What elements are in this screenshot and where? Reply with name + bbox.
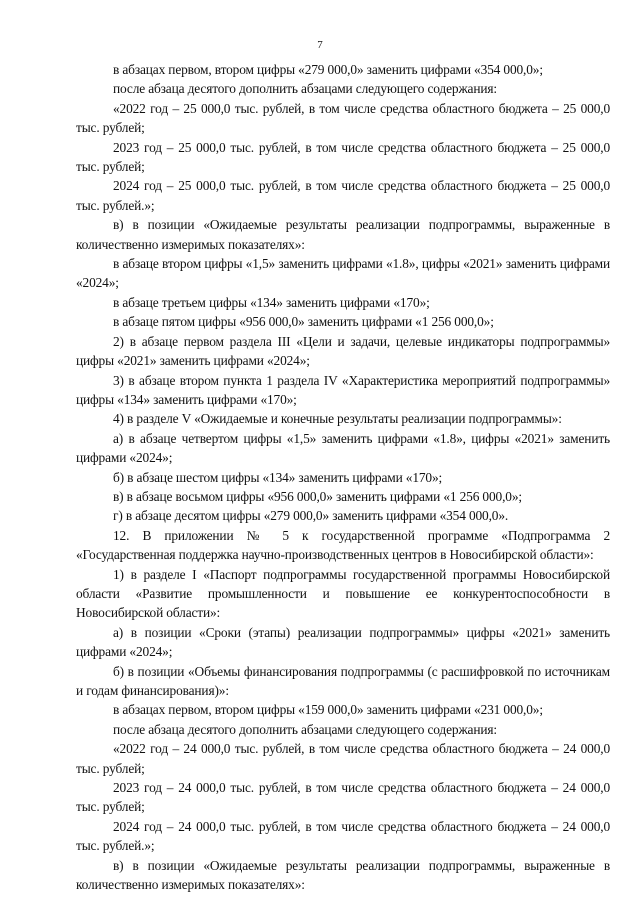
paragraph: г) в абзаце десятом цифры «279 000,0» заменить цифрами «354 000,0». [113,508,509,524]
paragraph: б) в абзаце шестом цифры «134» заменить цифрами «170»; [113,469,443,485]
paragraph: в) в позиции «Ожидаемые результаты реализации подпрограммы, выраженные в количественно измеримых показателях»: [76,217,610,252]
paragraph: в абзацах первом, втором цифры «279 000,0» заменить цифрами «354 000,0»; [113,62,543,77]
paragraph: в абзаце пятом цифры «956 000,0» заменить цифрами «1 256 000,0»; [113,314,494,330]
document-body [76,60,610,894]
paragraph: б) в позиции «Объемы финансирования подпрограммы (с расшифровкой по источникам и годам финансирования)»: [76,663,610,698]
paragraph: 2024 год – 25 000,0 тыс. рублей, в том числе средства областного бюджета – 25 000,0 тыс. рублей.»; [76,178,610,213]
paragraph: в) в абзаце восьмом цифры «956 000,0» заменить цифрами «1 256 000,0»; [113,488,522,504]
paragraph: «2022 год – 24 000,0 тыс. рублей, в том числе средства областного бюджета – 24 000,0 тыс. рублей; [76,741,610,776]
paragraph: а) в абзаце четвертом цифры «1,5» заменить цифрами «1.8», цифры «2021» заменить цифрами «2024»; [76,430,610,466]
paragraph: в абзаце втором цифры «1,5» заменить цифрами «1.8», цифры «2021» заменить цифрами «2024»; [76,256,610,291]
paragraph: 12. В приложении № 5 к государственной программе «Подпрограмма 2 «Государственная поддержка научно-производственных центров в Новосибирской области»: [76,527,610,563]
paragraph: 2024 год – 24 000,0 тыс. рублей, в том числе средства областного бюджета – 24 000,0 тыс. рублей.»; [76,818,610,854]
paragraph: 4) в разделе V «Ожидаемые и конечные результаты реализации подпрограммы»: [113,411,562,427]
page-number: 7 [317,39,323,51]
paragraph: 2023 год – 24 000,0 тыс. рублей, в том числе средства областного бюджета – 24 000,0 тыс. рублей; [76,780,610,815]
paragraph: «2022 год – 25 000,0 тыс. рублей, в том числе средства областного бюджета – 25 000,0 тыс. рублей; [76,100,610,136]
paragraph: в) в позиции «Ожидаемые результаты реализации подпрограммы, выраженные в количественно измеримых показателях»: [76,857,610,893]
paragraph: после абзаца десятого дополнить абзацами следующего содержания: [113,721,497,737]
paragraph: 1) в разделе I «Паспорт подпрограммы государственной программы Новосибирской области «Развитие промышленности и повышение ее конкурентоспособности в Новосибирской области»: [76,566,610,621]
paragraph: 2) в абзаце первом раздела III «Цели и задачи, целевые индикаторы подпрограммы» цифры «2021» заменить цифрами «2024»; [76,333,610,369]
paragraph: после абзаца десятого дополнить абзацами следующего содержания: [113,81,497,97]
paragraph: а) в позиции «Сроки (этапы) реализации подпрограммы» цифры «2021» заменить цифрами «2024»; [76,624,610,660]
paragraph: в абзаце третьем цифры «134» заменить цифрами «170»; [113,294,430,310]
paragraph: 3) в абзаце втором пункта 1 раздела IV «Характеристика мероприятий подпрограммы» цифры «134» заменить цифрами «170»; [76,372,610,407]
paragraph: в абзацах первом, втором цифры «159 000,0» заменить цифрами «231 000,0»; [113,702,543,718]
paragraph: 2023 год – 25 000,0 тыс. рублей, в том числе средства областного бюджета – 25 000,0 тыс. рублей; [76,139,610,175]
